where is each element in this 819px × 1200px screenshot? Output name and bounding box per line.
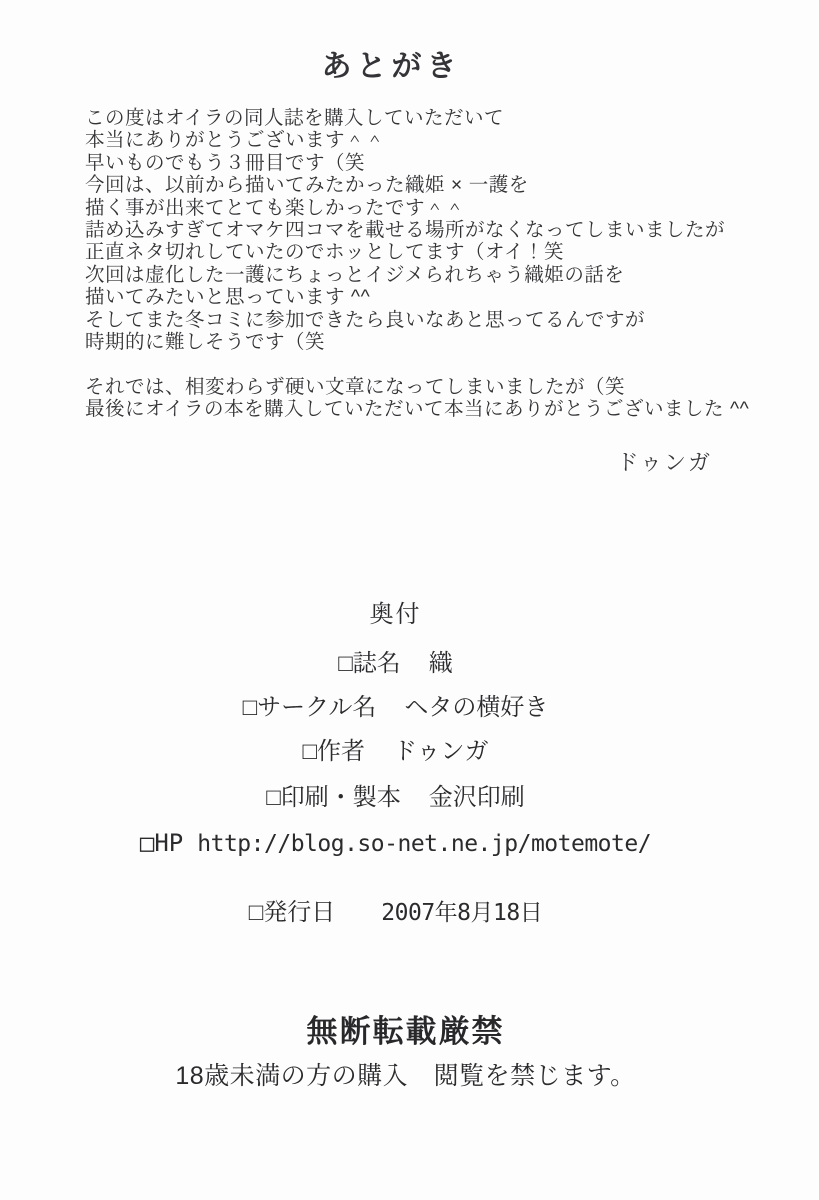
afterword-line-blank (85, 353, 799, 375)
colophon-entry-circle-name (0, 694, 805, 722)
no-reproduction-warning: 無断転載厳禁 (306, 1014, 505, 1049)
colophon-value: ヘタの横好き (404, 694, 549, 721)
afterword-line: それでは、相変わらず硬い文章になってしまいましたが（笑 (85, 375, 626, 398)
colophon-entry-printer (0, 784, 805, 812)
colophon-title: 奥付 (369, 601, 422, 628)
afterword-line: 描いてみたいと思っています ^^ (85, 286, 371, 309)
colophon-value: 金沢印刷 (428, 784, 525, 811)
afterword-line: 次回は虚化した一護にちょっとイジメられちゃう織姫の話を (85, 263, 625, 286)
afterword-line: この度はオイラの同人誌を購入していただいて (85, 107, 505, 129)
afterword-line: 早いものでもう３冊目です（笑 (85, 151, 366, 174)
colophon-label: □印刷・製本 (266, 784, 401, 811)
colophon-entry-book-title (0, 650, 805, 678)
colophon-value: ドゥンガ (393, 738, 489, 765)
afterword-line: 描く事が出来てとても楽しかったです＾＾ (85, 196, 466, 219)
colophon-label: □作者 (302, 738, 366, 765)
afterword-line: 最後にオイラの本を購入していただいて本当にありがとうございました ^^ (85, 398, 750, 421)
afterword-line: そしてまた冬コミに参加できたら良いなあと思ってるんですが (85, 308, 646, 331)
age-restriction-notice: 18歳未満の方の購入 閲覧を禁じます。 (175, 1062, 636, 1090)
afterword-signature: ドゥンガ (616, 450, 712, 475)
colophon-entry-publish-date (0, 899, 805, 927)
afterword-line: 正直ネタ切れしていたのでホッとしてます（オイ！笑 (85, 241, 565, 264)
colophon-value: 織 (428, 650, 453, 677)
afterword-line: 本当にありがとうございます＾＾ (85, 129, 386, 152)
afterword-title: あとがき (321, 50, 462, 83)
colophon-entry-author (0, 738, 805, 766)
colophon-label: □発行日 (248, 899, 336, 926)
afterword-line: 時期的に難しそうです（笑 (85, 330, 326, 353)
colophon-label: □サークル名 (242, 694, 377, 721)
afterword-body (85, 107, 799, 420)
afterword-line: 詰め込みすぎてオマケ四コマを載せる場所がなくなってしまいましたが (85, 218, 726, 241)
afterword-line: 今回は、以前から描いてみたかった織姫 × 一護を (85, 174, 529, 197)
colophon-entry-homepage (0, 829, 805, 858)
colophon-label: □HP (139, 829, 184, 857)
colophon-label: □誌名 (338, 650, 401, 677)
publish-date: 2007年8月18日 (381, 900, 543, 926)
homepage-url: http://blog.so-net.ne.jp/motemote/ (197, 831, 652, 857)
